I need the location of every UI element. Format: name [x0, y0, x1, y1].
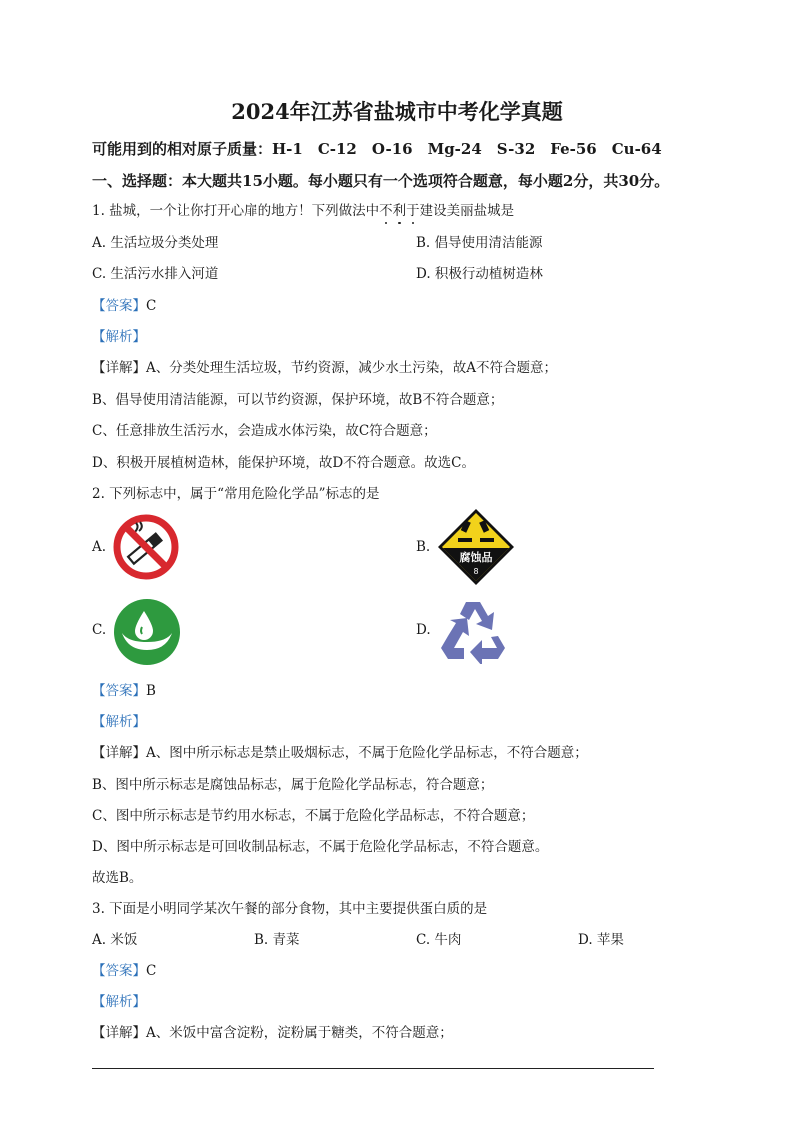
page-title: 2024年江苏省盐城市中考化学真题 — [231, 99, 563, 124]
corrosive-hazard-sign-icon — [436, 507, 516, 587]
q3-stem: 3. 下面是小明同学某次午餐的部分食物，其中主要提供蛋白质的是 — [92, 901, 488, 917]
q1-analysis-tag: 【解析】 — [92, 329, 146, 345]
q1-answer: 【答案】C — [92, 298, 157, 314]
q1-detail-line: B、倡导使用清洁能源，可以节约资源，保护环境，故B不符合题意； — [92, 392, 504, 408]
q1-option-d: D. 积极行动植树造林 — [416, 266, 543, 282]
hazard-class-number: 8 — [473, 567, 479, 576]
q2-stem: 2. 下列标志中，属于“常用危险化学品”标志的是 — [92, 486, 380, 502]
water-saving-sign-icon — [112, 597, 182, 667]
q1-detail-line: C、任意排放生活污水，会造成水体污染，故C符合题意； — [92, 423, 437, 439]
q1-detail-line: 【详解】A、分类处理生活垃圾，节约资源，减少水土污染，故A不符合题意； — [92, 360, 557, 376]
q3-option-d: D. 苹果 — [578, 932, 624, 948]
q1-option-c: C. 生活污水排入河道 — [92, 266, 219, 282]
q3-answer: 【答案】C — [92, 963, 157, 979]
q3-option-a: A. 米饭 — [92, 932, 138, 948]
no-smoking-sign-icon — [112, 513, 180, 581]
q2-detail-line: 故选B。 — [92, 870, 143, 886]
q2-option-c-label: C. — [92, 622, 107, 638]
q2-analysis-tag: 【解析】 — [92, 714, 146, 730]
q2-detail-line: B、图中所示标志是腐蚀品标志，属于危险化学品标志，符合题意； — [92, 777, 494, 793]
q2-option-d-label: D. — [416, 622, 431, 638]
q2-option-a-label: A. — [92, 539, 107, 555]
recycle-sign-icon — [436, 596, 510, 664]
q3-analysis-tag: 【解析】 — [92, 994, 146, 1010]
q1-stem: 1. 盐城，一个让你打开心扉的地方！下列做法中不利于建设美丽盐城是 — [92, 203, 515, 219]
q1-option-a: A. 生活垃圾分类处理 — [92, 235, 219, 251]
section-heading: 一、选择题：本大题共15小题。每小题只有一个选项符合题意，每小题2分，共30分。 — [92, 172, 670, 190]
corrosive-sign-text: 腐蚀品 — [459, 551, 493, 564]
q2-option-b-label: B. — [416, 539, 431, 555]
q3-detail-line: 【详解】A、米饭中富含淀粉，淀粉属于糖类，不符合题意； — [92, 1025, 453, 1041]
q1-option-b: B. 倡导使用清洁能源 — [416, 235, 543, 251]
q2-answer: 【答案】B — [92, 683, 156, 699]
footer-divider — [92, 1068, 654, 1069]
q2-detail-line: C、图中所示标志是节约用水标志，不属于危险化学品标志，不符合题意； — [92, 808, 535, 824]
q3-option-c: C. 牛肉 — [416, 932, 462, 948]
q2-detail-line: D、图中所示标志是可回收制品标志，不属于危险化学品标志，不符合题意。 — [92, 839, 549, 855]
atomic-masses: 可能用到的相对原子质量：H-1 C-12 O-16 Mg-24 S-32 Fe-56 Cu-64 — [92, 140, 662, 158]
q3-option-b: B. 青菜 — [254, 932, 300, 948]
q2-detail-line: 【详解】A、图中所示标志是禁止吸烟标志，不属于危险化学品标志，不符合题意； — [92, 745, 588, 761]
q1-detail-line: D、积极开展植树造林，能保护环境，故D不符合题意。故选C。 — [92, 455, 475, 471]
